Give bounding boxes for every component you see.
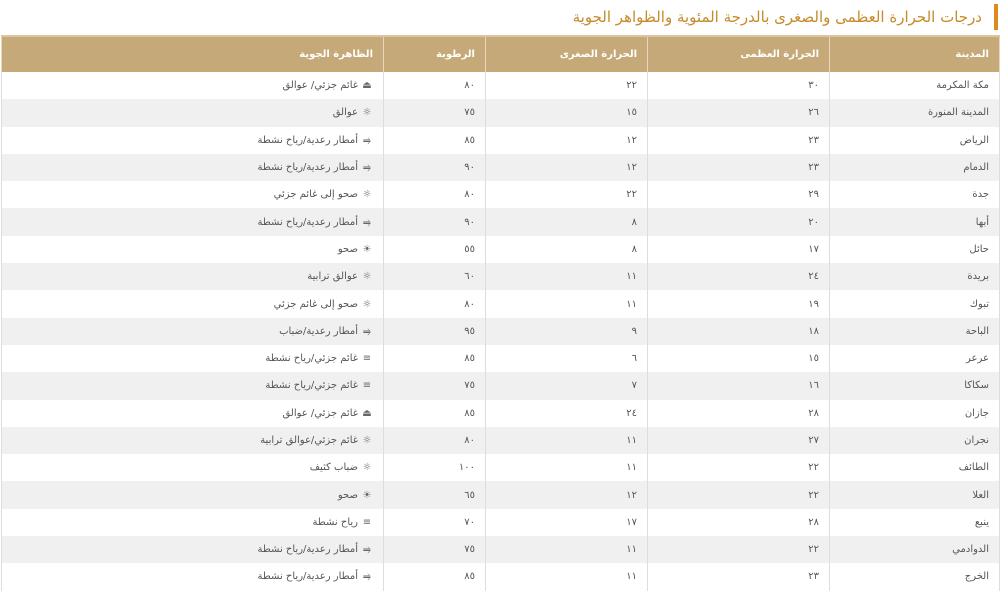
cell-humidity: ٧٥ [384, 536, 486, 563]
cell-weather [2, 181, 384, 208]
cell-humidity: ٨٥ [384, 400, 486, 427]
cell-humidity: ٨٠ [384, 72, 486, 99]
wind-rain-icon: ⥤ [363, 162, 371, 174]
haze-icon: ☼ [362, 298, 372, 310]
cell-humidity: ٨٥ [384, 127, 486, 154]
table-header-row [2, 36, 1000, 72]
cell-max-temp: ٢٢ [648, 481, 830, 508]
cell-min-temp: ١٢ [486, 154, 648, 181]
cell-min-temp: ٢٢ [486, 181, 648, 208]
weather-label: غائم جزئي/ عوالق [282, 407, 358, 419]
cell-city: الدوادمي [830, 536, 1000, 563]
cell-min-temp: ١٥ [486, 99, 648, 126]
cell-humidity: ٦٠ [384, 263, 486, 290]
cell-max-temp: ٢٠ [648, 208, 830, 235]
title-accent-bar [994, 4, 998, 30]
cell-weather [2, 536, 384, 563]
cell-humidity: ٨٥ [384, 563, 486, 590]
cell-city: عرعر [830, 345, 1000, 372]
haze-icon: ☼ [362, 107, 372, 119]
table-row [2, 400, 1000, 427]
cell-min-temp: ١١ [486, 563, 648, 590]
cell-humidity: ٩٥ [384, 318, 486, 345]
cell-weather [2, 427, 384, 454]
weather-label: أمطار رعدية/رياح نشطة [257, 544, 358, 556]
cell-min-temp: ١١ [486, 427, 648, 454]
cell-humidity: ٩٠ [384, 208, 486, 235]
cell-weather [2, 509, 384, 536]
cell-max-temp: ٢٤ [648, 263, 830, 290]
cell-min-temp: ١١ [486, 454, 648, 481]
weather-label: صحو [337, 489, 358, 501]
weather-label: غائم جزئي/رياح نشطة [265, 380, 358, 392]
table-row [2, 563, 1000, 590]
table-row [2, 345, 1000, 372]
table-row [2, 263, 1000, 290]
cell-weather [2, 563, 384, 590]
weather-label: صحو إلى غائم جزئي [273, 298, 358, 310]
cell-city: جدة [830, 181, 1000, 208]
table-row [2, 208, 1000, 235]
weather-label: أمطار رعدية/رياح نشطة [257, 134, 358, 146]
cell-city: المدينة المنورة [830, 99, 1000, 126]
table-row [2, 154, 1000, 181]
haze-icon: ☼ [362, 271, 372, 283]
cell-humidity: ٧٥ [384, 99, 486, 126]
weather-label: أمطار رعدية/ضباب [279, 325, 358, 337]
cell-weather [2, 318, 384, 345]
cell-city: الباحة [830, 318, 1000, 345]
cell-max-temp: ١٨ [648, 318, 830, 345]
cell-city: سكاكا [830, 372, 1000, 399]
cell-min-temp: ٨ [486, 236, 648, 263]
cell-min-temp: ١١ [486, 263, 648, 290]
weather-label: أمطار رعدية/رياح نشطة [257, 162, 358, 174]
cell-weather [2, 154, 384, 181]
cell-max-temp: ٢٣ [648, 127, 830, 154]
weather-label: رياح نشطة [312, 516, 358, 528]
cell-max-temp: ٢٨ [648, 509, 830, 536]
table-row [2, 372, 1000, 399]
cell-city: أبها [830, 208, 1000, 235]
cell-humidity: ١٠٠ [384, 454, 486, 481]
cell-weather [2, 127, 384, 154]
cell-weather [2, 99, 384, 126]
haze-icon: ☼ [362, 462, 372, 474]
cell-max-temp: ١٥ [648, 345, 830, 372]
cell-weather [2, 208, 384, 235]
haze-icon: ☼ [362, 189, 372, 201]
header-humidity: الرطوبة [384, 36, 486, 72]
cell-max-temp: ٢٨ [648, 400, 830, 427]
weather-label: أمطار رعدية/رياح نشطة [257, 571, 358, 583]
cell-weather [2, 290, 384, 317]
partly-cloudy-haze-icon: ⏏ [362, 80, 372, 92]
cell-humidity: ٧٠ [384, 509, 486, 536]
cell-city: العلا [830, 481, 1000, 508]
header-weather: الظاهرة الجوية [2, 36, 384, 72]
cell-min-temp: ٧ [486, 372, 648, 399]
cell-city: الطائف [830, 454, 1000, 481]
cell-humidity: ٨٠ [384, 290, 486, 317]
cell-city: مكة المكرمة [830, 72, 1000, 99]
table-row [2, 72, 1000, 99]
table-row [2, 181, 1000, 208]
cell-max-temp: ٣٠ [648, 72, 830, 99]
cell-humidity: ٨٠ [384, 181, 486, 208]
weather-label: غائم جزئي/رياح نشطة [265, 353, 358, 365]
cell-min-temp: ٦ [486, 345, 648, 372]
cell-weather [2, 345, 384, 372]
cell-min-temp: ١١ [486, 290, 648, 317]
cell-city: تبوك [830, 290, 1000, 317]
weather-label: صحو [337, 243, 358, 255]
table-row [2, 481, 1000, 508]
cell-humidity: ٨٥ [384, 345, 486, 372]
cell-humidity: ٧٥ [384, 372, 486, 399]
cell-humidity: ٥٥ [384, 236, 486, 263]
wind-rain-icon: ⥤ [363, 134, 371, 146]
cell-max-temp: ٢٣ [648, 154, 830, 181]
weather-label: عوالق [332, 107, 358, 119]
weather-label: ضباب كثيف [309, 462, 358, 474]
cell-city: ينبع [830, 509, 1000, 536]
cell-max-temp: ١٧ [648, 236, 830, 263]
cell-min-temp: ١٢ [486, 481, 648, 508]
cell-max-temp: ١٦ [648, 372, 830, 399]
cell-weather [2, 400, 384, 427]
cell-max-temp: ٢٢ [648, 536, 830, 563]
header-min-temp: الحرارة الصغرى [486, 36, 648, 72]
cell-min-temp: ٢٢ [486, 72, 648, 99]
cell-city: الخرج [830, 563, 1000, 590]
table-row [2, 236, 1000, 263]
wind-rain-icon: ⥤ [363, 325, 371, 337]
cell-city: نجران [830, 427, 1000, 454]
cell-max-temp: ١٩ [648, 290, 830, 317]
table-row [2, 536, 1000, 563]
table-row [2, 509, 1000, 536]
weather-label: أمطار رعدية/رياح نشطة [257, 216, 358, 228]
cell-city: الدمام [830, 154, 1000, 181]
cell-weather [2, 454, 384, 481]
cell-city: الرياض [830, 127, 1000, 154]
weather-label: غائم جزئي/عوالق ترابية [260, 435, 358, 446]
cell-min-temp: ١٧ [486, 509, 648, 536]
cell-max-temp: ٢٧ [648, 427, 830, 454]
cell-weather [2, 263, 384, 290]
weather-label: غائم جزئي/ عوالق [282, 80, 358, 92]
cell-weather [2, 72, 384, 99]
cell-weather [2, 236, 384, 263]
sun-icon: ☀ [362, 489, 372, 501]
cell-humidity: ٩٠ [384, 154, 486, 181]
cell-max-temp: ٢٣ [648, 563, 830, 590]
table-row [2, 318, 1000, 345]
cell-max-temp: ٢٩ [648, 181, 830, 208]
cell-humidity: ٦٥ [384, 481, 486, 508]
cell-city: جازان [830, 400, 1000, 427]
table-row [2, 454, 1000, 481]
weather-label: عوالق ترابية [307, 271, 358, 283]
cell-city: بريدة [830, 263, 1000, 290]
cell-min-temp: ١١ [486, 536, 648, 563]
weather-table [1, 35, 1000, 591]
cell-max-temp: ٢٦ [648, 99, 830, 126]
cell-humidity: ٨٠ [384, 427, 486, 454]
header-max-temp: الحرارة العظمى [648, 36, 830, 72]
cell-weather [2, 481, 384, 508]
cell-city: حائل [830, 236, 1000, 263]
wind-rain-icon: ⥤ [363, 544, 371, 556]
sun-icon: ☀ [362, 243, 372, 255]
page-header [573, 0, 1000, 34]
cell-min-temp: ٨ [486, 208, 648, 235]
cell-min-temp: ١٢ [486, 127, 648, 154]
header-city: المدينة [830, 36, 1000, 72]
wind-icon: ≡ [362, 516, 372, 528]
cell-max-temp: ٢٢ [648, 454, 830, 481]
table-row [2, 290, 1000, 317]
wind-rain-icon: ⥤ [363, 216, 371, 228]
cell-min-temp: ٢٤ [486, 400, 648, 427]
weather-label: صحو إلى غائم جزئي [273, 189, 358, 201]
wind-rain-icon: ⥤ [363, 571, 371, 583]
table-row [2, 427, 1000, 454]
partly-cloudy-haze-icon: ⏏ [362, 407, 372, 419]
wind-icon: ≡ [362, 380, 372, 392]
page-title: درجات الحرارة العظمى والصغرى بالدرجة المئوية والظواهر الجوية [572, 8, 982, 26]
wind-icon: ≡ [362, 353, 372, 365]
cell-weather [2, 372, 384, 399]
cell-min-temp: ٩ [486, 318, 648, 345]
table-row [2, 99, 1000, 126]
haze-icon: ☼ [362, 435, 372, 446]
table-row [2, 127, 1000, 154]
